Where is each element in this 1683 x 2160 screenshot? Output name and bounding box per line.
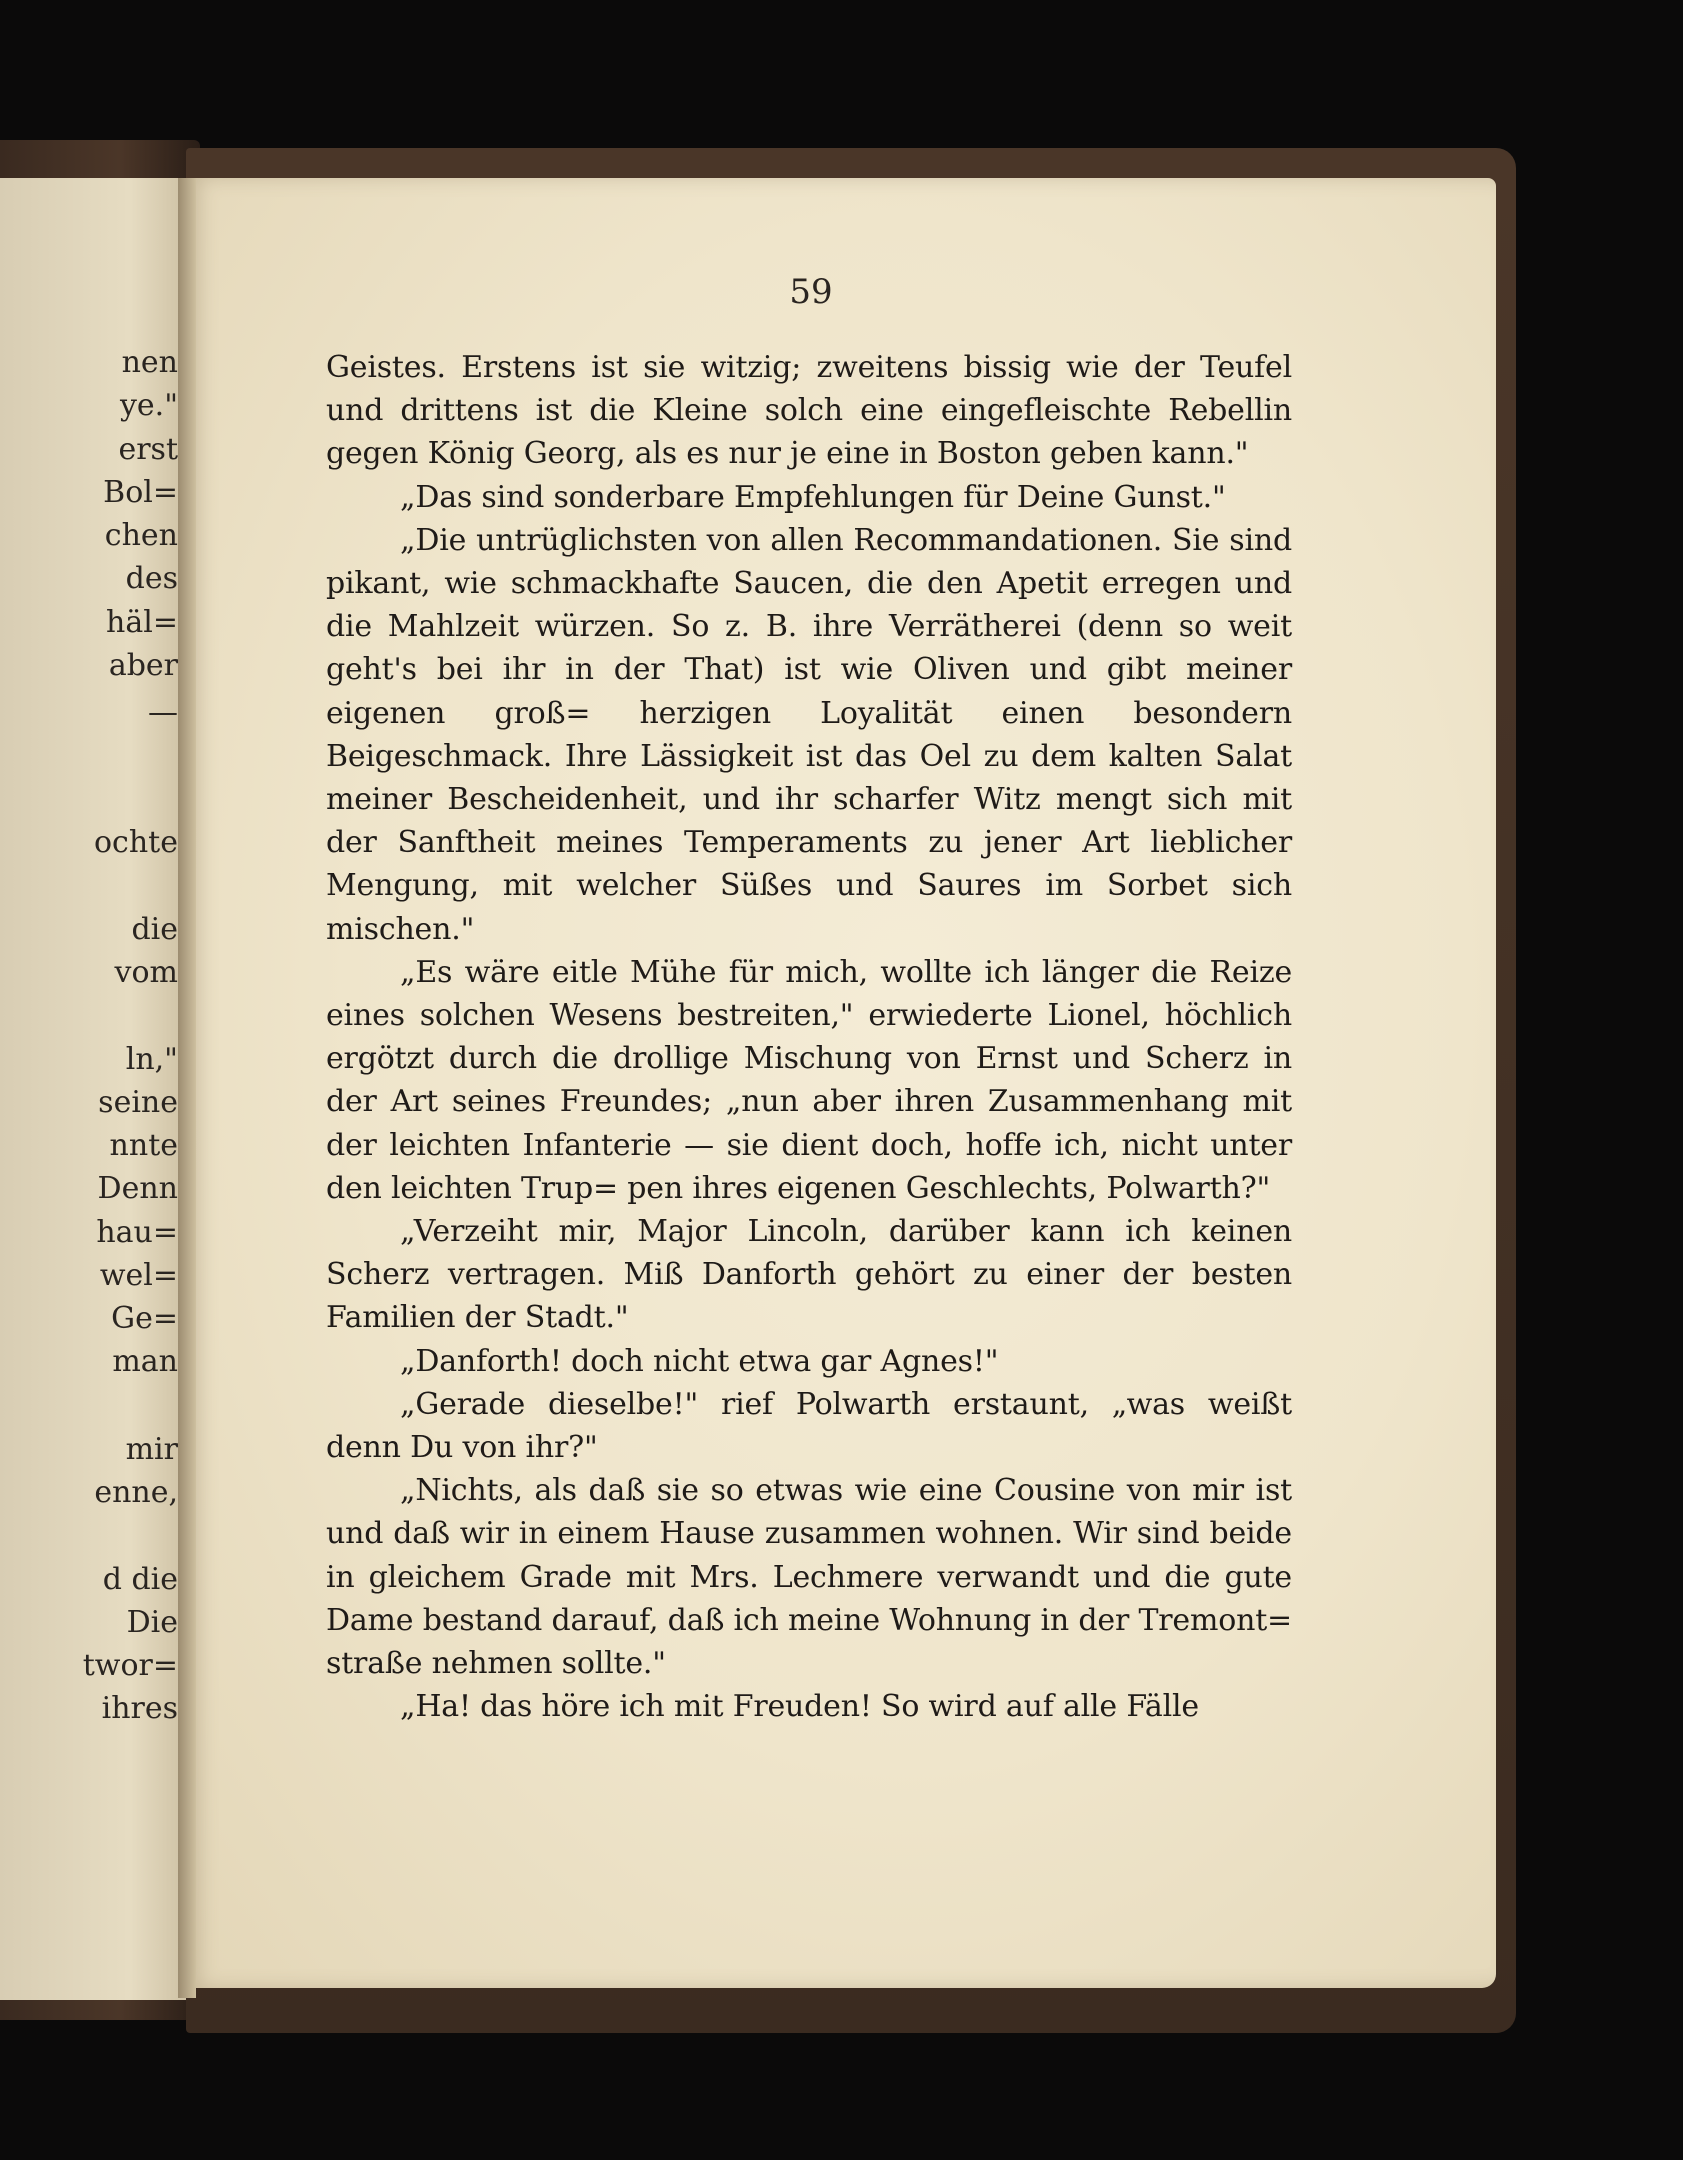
paragraph: „Nichts, als daß sie so etwas wie eine Cousine von mir ist und daß wir in einem Hause zusammen wohnen. Wir sind beide in gleichem Grade mit Mrs. Lechmere verwandt und die gute Dame bestand darauf, daß ich meine Wohnung in der Tremont= straße nehmen sollte." [326,1473,1292,1682]
page-text [326,346,1292,1729]
page-number: 59 [789,272,833,312]
paragraph: „Ha! das höre ich mit Freuden! So wird auf alle Fälle [400,1689,1199,1725]
left-page-line-fragment: man [112,1344,178,1379]
paragraph: „Die untrüglichsten von allen Recommandationen. Sie sind pikant, wie schmackhafte Saucen, die den Apetit erregen und die Mahlzeit würzen. So z. B. ihre Verrätherei (denn so weit geht's bei ihr in der That) ist wie Oliven und gibt meiner eigenen groß= herzigen Loyalität einen besondern Beigeschmack. Ihre Lässigkeit ist das Oel zu dem kalten Salat meiner Bescheidenheit, und ihr scharfer Witz mengt sich mit der Sanftheit meines Temperaments zu jener Art lieblicher Mengung, mit welcher Süßes und Saures im Sorbet sich mischen." [326,522,1292,947]
left-page-line-fragment: ihres [101,1691,178,1726]
paragraph: „Gerade dieselbe!" rief Polwarth erstaunt, „was weißt denn Du von ihr?" [326,1386,1292,1466]
left-page-line-fragment: vom [114,955,178,990]
left-page-line-fragment: ochte [94,825,178,860]
left-page-line-fragment: Denn [97,1171,178,1206]
left-page-line-fragment: Bol= [103,475,178,510]
left-page-line-fragment: aber [108,648,178,683]
left-page-line-fragment: enne, [94,1475,178,1510]
left-page-line-fragment: twor= [82,1648,178,1683]
paragraph: Geistes. Erstens ist sie witzig; zweitens bissig wie der Teufel und drittens ist die Kleine solch eine eingefleischte Rebellin gegen König Georg, als es nur je eine in Boston geben kann." [326,350,1292,472]
left-page-line-fragment: des [125,561,178,596]
left-page-line-fragment: nen [121,345,178,380]
left-page-line-fragment: d die [102,1562,178,1597]
left-page-line-fragment: die [131,912,178,947]
paragraph: „Verzeiht mir, Major Lincoln, darüber kann ich keinen Scherz vertragen. Miß Danforth gehört zu einer der besten Familien der Stadt." [326,1214,1292,1336]
paragraph: „Das sind sonderbare Empfehlungen für Deine Gunst." [400,479,1226,515]
left-page-line-fragment: ye." [119,388,178,423]
left-page-line-fragment: chen [104,518,178,553]
left-page-line-fragment: mir [125,1432,178,1467]
left-page-line-fragment: Ge= [111,1301,178,1336]
left-page [0,178,186,2000]
left-page-line-fragment: erst [118,432,178,467]
left-page-line-fragment: wel= [99,1258,178,1293]
left-page-line-fragment: seine [98,1085,178,1120]
left-page-line-fragment: hau= [96,1215,178,1250]
left-page-line-fragment: ln," [125,1042,178,1077]
left-page-line-fragment: nnte [109,1128,178,1163]
paragraph: „Es wäre eitle Mühe für mich, wollte ich länger die Reize eines solchen Wesens bestreiten," erwiederte Lionel, höchlich ergötzt durch die drollige Mischung von Ernst und Scherz in der Art seines Freundes; „nun aber ihren Zusammenhang mit der leichten Infanterie — sie dient doch, hoffe ich, nicht unter den leichten Trup= pen ihres eigenen Geschlechts, Polwarth?" [326,954,1292,1206]
left-page-line-fragment: häl= [106,605,178,640]
left-page-line-fragment: — [148,695,178,730]
left-page-line-fragment: Die [126,1605,178,1640]
paragraph: „Danforth! doch nicht etwa gar Agnes!" [400,1343,999,1379]
book-gutter [178,178,196,1998]
